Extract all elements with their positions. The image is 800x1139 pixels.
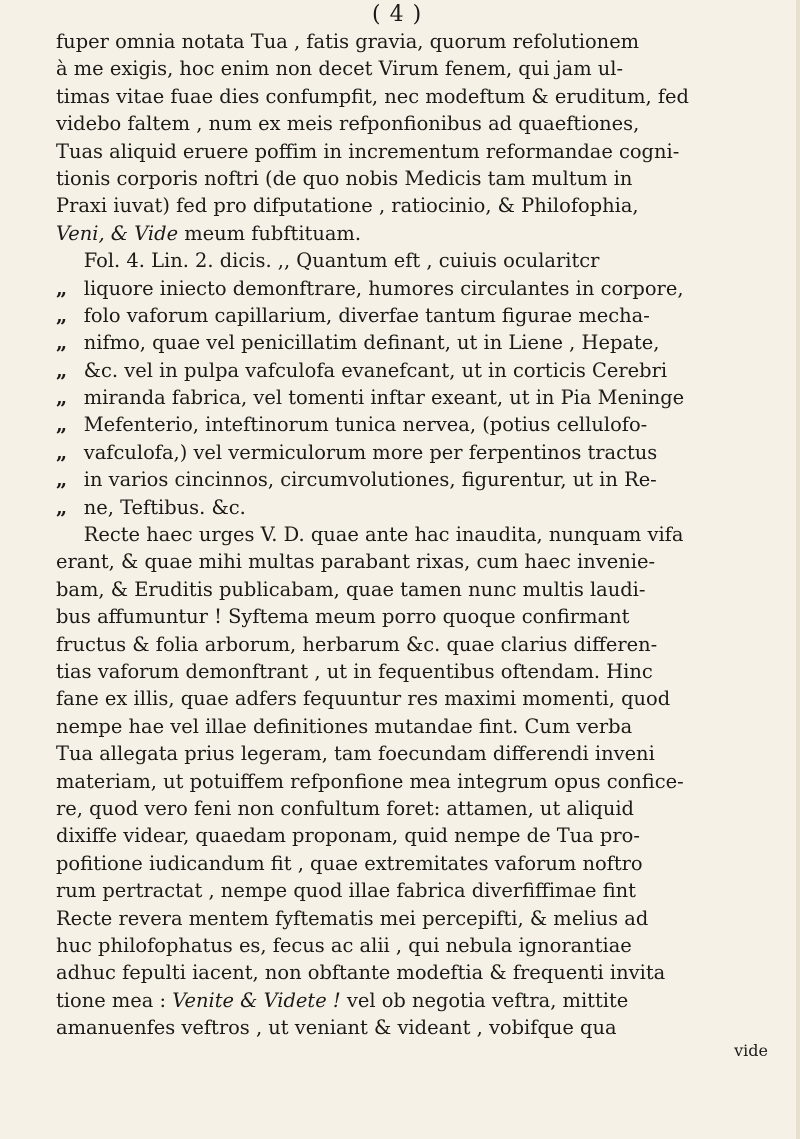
text-line [56,1014,791,1041]
line-text: Fol. 4. Lin. 2. dicis. ,, Quantum eft , cuiuis ocularitcr [83,249,600,273]
text-line [56,521,800,548]
line-text: Mefenterio, inteftinorum tunica nervea, (potius cellulofo- [83,413,648,437]
text-line [56,768,791,795]
line-text: nifmo, quae vel penicillatim definant, ut in Liene , Hepate, [83,331,660,355]
quote-marker: „ [56,358,68,382]
line-text: Recte haec urges V. D. quae ante hac inaudita, nunquam vifa [83,523,684,547]
quote-marker: „ [56,303,68,327]
line-text: bam, & Eruditis publicabam, quae tamen nunc multis laudi- [56,577,646,601]
line-text: fane ex illis, quae adfers fequuntur res maximi momenti, quod [56,687,671,711]
text-line [56,411,800,438]
italic-text: Veni, & Vide [56,221,179,245]
quote-marker: „ [56,276,68,300]
text-line [56,247,800,274]
line-text: pofitione iudicandum fit , quae extremitates vaforum noftro [56,851,643,875]
line-text: Tua allegata prius legeram, tam foecundam differendi inveni [56,742,655,766]
line-text: dixiffe videar, quaedam proponam, quid nempe de Tua pro- [56,824,640,848]
italic-text: Venite & Videte ! [172,988,341,1012]
text-line [56,850,791,877]
line-text: liquore iniecto demonftrare, humores circulantes in corpore, [83,276,684,300]
quote-marker: „ [56,468,68,492]
text-line [56,220,791,247]
line-text: Recte revera mentem fyftematis mei percepifti, & melius ad [56,906,649,930]
line-text: nempe hae vel illae definitiones mutandae fint. Cum verba [56,714,633,738]
line-text: tias vaforum demonftrant , ut in fequentibus oftendam. Hinc [56,659,653,683]
line-text: amanuenfes veftros , ut veniant & videant , vobifque qua [56,1016,617,1040]
text-line [56,905,791,932]
line-text: adhuc fepulti iacent, non obftante modeftia & frequenti invita [56,961,666,985]
line-text: Tuas aliquid eruere poffim in incrementum reformandae cogni- [56,139,680,163]
page-edge [796,0,800,1139]
text-line [56,384,800,411]
line-text: Praxi iuvat) fed pro difputatione , ratiocinio, & Philofophia, [56,194,639,218]
text-block [56,28,798,1061]
text-line [56,1041,798,1061]
line-text: videbo faltem , num ex meis refponfionibus ad quaeftiones, [56,112,640,136]
text-line [56,576,791,603]
text-line [56,138,791,165]
text-line [56,357,800,384]
line-text: erant, & quae mihi multas parabant rixas, cum haec invenie- [56,550,656,574]
text-line [56,877,791,904]
line-text: vafculofa,) vel vermiculorum more per ferpentinos tractus [83,440,658,464]
line-text: vide [734,1041,768,1061]
text-line [56,466,800,493]
text-line [56,165,791,192]
text-line [56,685,791,712]
line-text: meum fubftituam. [178,221,362,245]
text-line [56,959,791,986]
quote-marker: „ [56,440,68,464]
text-line [56,302,800,329]
line-text: &c. vel in pulpa vafculofa evanefcant, ut in corticis Cerebri [83,358,668,382]
text-line [56,987,791,1014]
line-text: à me exigis, hoc enim non decet Virum fenem, qui jam ul- [56,57,624,81]
text-line [56,275,800,302]
text-line [56,795,791,822]
text-line [56,494,800,521]
line-text: vel ob negotia veftra, mittite [340,988,629,1012]
text-line [56,192,791,219]
text-line [56,658,791,685]
text-line [56,822,791,849]
text-line [56,631,791,658]
text-line [56,110,791,137]
line-text: fructus & folia arborum, herbarum &c. quae clarius differen- [56,632,658,656]
line-text: huc philofophatus es, fecus ac alii , qui nebula ignorantiae [56,933,632,957]
quote-marker: „ [56,386,68,410]
line-text: rum pertractat , nempe quod illae fabrica diverfiffimae fint [56,879,636,903]
line-text: fuper omnia notata Tua , fatis gravia, quorum refolutionem [56,30,640,53]
line-text: bus affumuntur ! Syftema meum porro quoque confirmant [56,605,630,629]
line-text: miranda fabrica, vel tomenti inftar exeant, ut in Pia Meninge [83,386,685,410]
text-line [56,548,791,575]
line-text: in varios cincinnos, circumvolutiones, figurentur, ut in Re- [83,468,657,492]
line-text: re, quod vero feni non confultum foret: attamen, ut aliquid [56,796,635,820]
page-number: ( 4 ) [372,2,423,27]
text-line [56,713,791,740]
line-text: folo vaforum capillarium, diverfae tantum figurae mecha- [83,303,650,327]
text-line [56,329,800,356]
text-line [56,83,791,110]
quote-marker: „ [56,331,68,355]
text-line [56,28,791,55]
line-text: tione mea : [56,988,173,1012]
line-text: ne, Teftibus. &c. [83,495,246,519]
quote-marker: „ [56,495,68,519]
text-line [56,55,791,82]
quote-marker: „ [56,413,68,437]
line-text: timas vitae fuae dies confumpfit, nec modeftum & eruditum, fed [56,84,689,108]
line-text: tionis corporis noftri (de quo nobis Medicis tam multum in [56,166,633,190]
text-line [56,932,791,959]
text-line [56,740,791,767]
text-line [56,603,791,630]
line-text: materiam, ut potuiffem refponfione mea integrum opus confice- [56,769,684,793]
text-line [56,439,800,466]
